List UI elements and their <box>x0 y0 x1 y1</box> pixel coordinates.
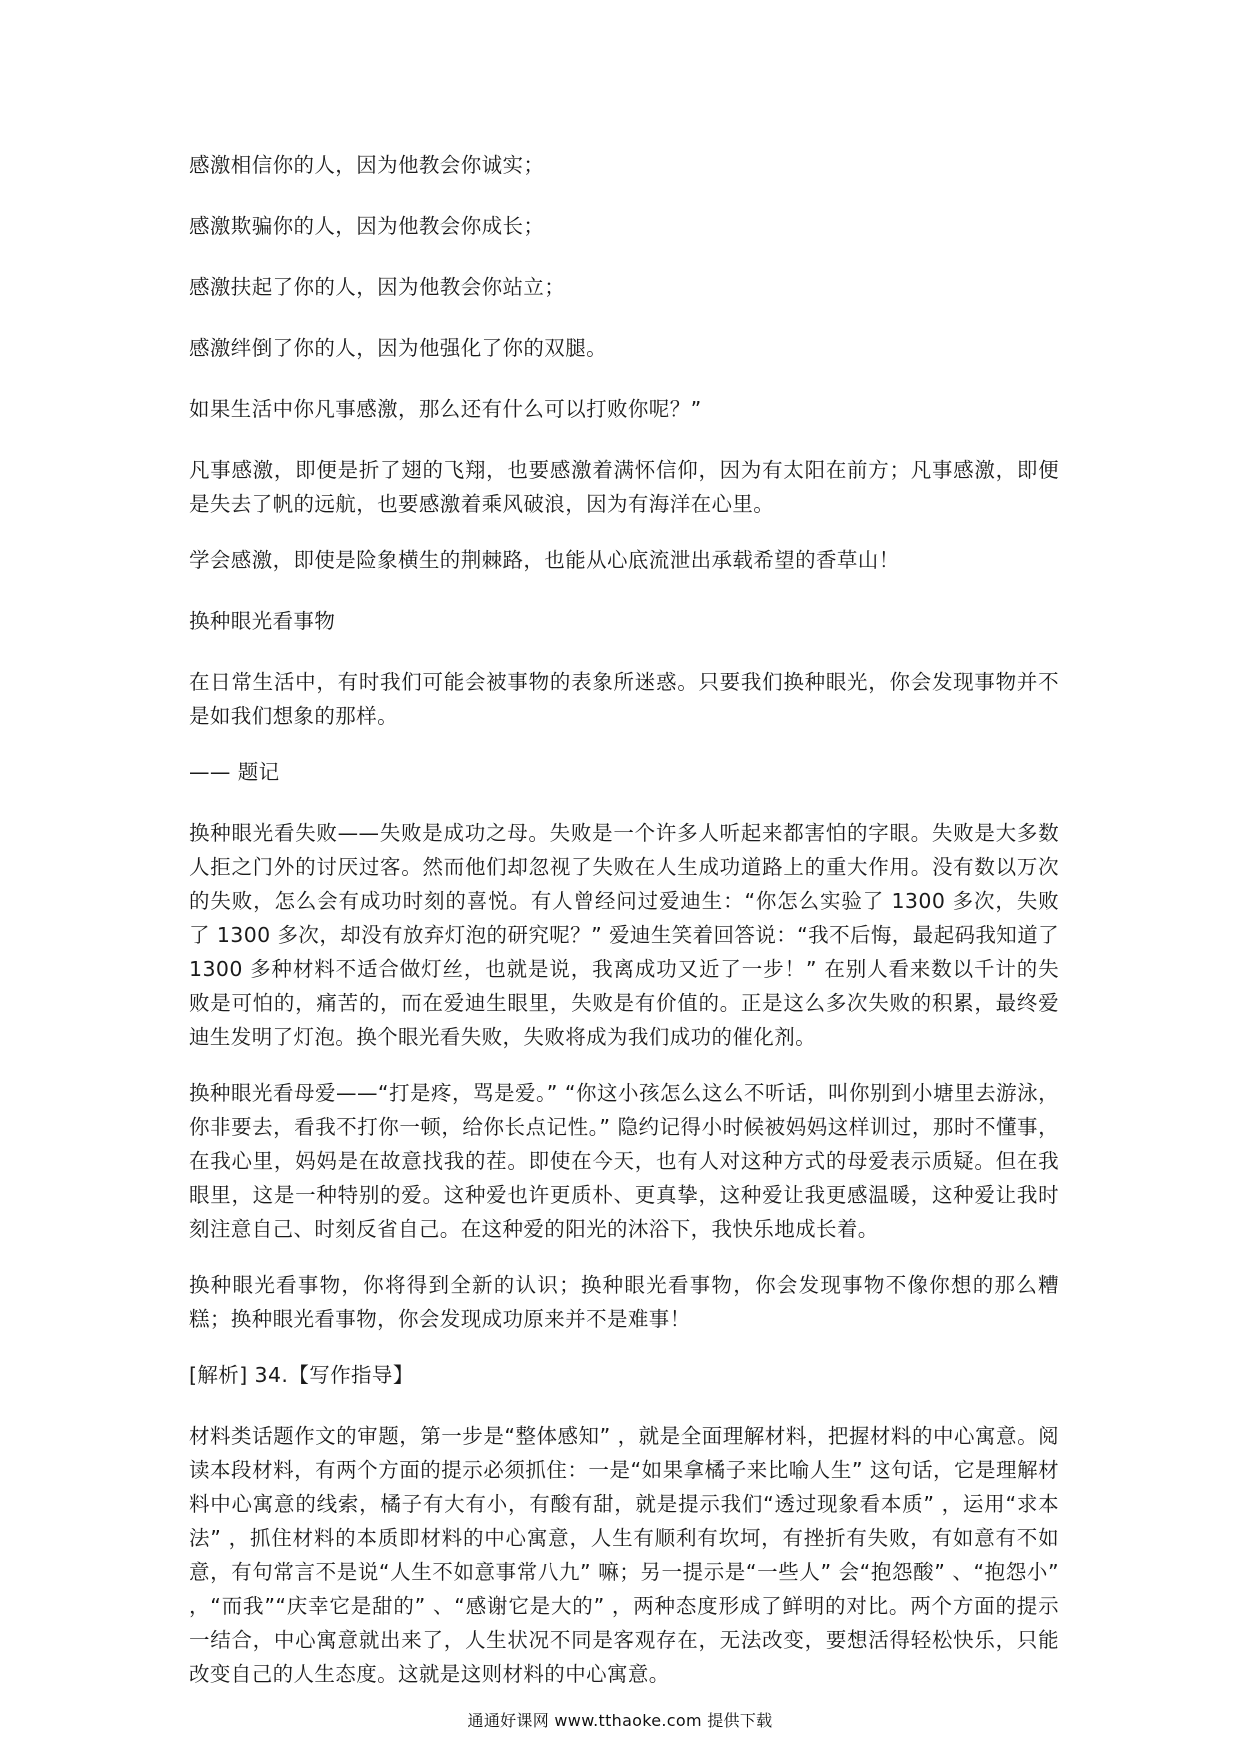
paragraph: 材料类话题作文的审题，第一步是“整体感知” ，就是全面理解材料，把握材料的中心寓意。阅读本段材料，有两个方面的提示必须抓住：一是“如果拿橘子来比喻人生” 这句话，它是理解材料中心寓意的线索，橘子有大有小，有酸有甜，就是提示我们“透过现象看本质” ，运用“求本法” ，抓住材料的本质即材料的中心寓意，人生有顺利有坎坷，有挫折有失败，有如意有不如意，有句常言不是说“人生不如意事常八九” 嘛；另一提示是“一些人” 会“抱怨酸” 、“抱怨小” ，“而我”“庆幸它是甜的” 、“感谢它是大的” ，两种态度形成了鲜明的对比。两个方面的提示一结合，中心寓意就出来了，人生状况不同是客观存在，无法改变，要想活得轻松快乐，只能改变自己的人生态度。这就是这则材料的中心寓意。 <box>189 1424 1059 1686</box>
analysis-heading: [解析] 34.【写作指导】 <box>189 1363 414 1387</box>
paragraph: 感激相信你的人，因为他教会你诚实； <box>189 153 545 177</box>
section-title: 换种眼光看事物 <box>189 609 336 633</box>
paragraph: 如果生活中你凡事感激，那么还有什么可以打败你呢？” <box>189 397 702 421</box>
paragraph: 感激绊倒了你的人，因为他强化了你的双腿。 <box>189 336 607 360</box>
paragraph: 凡事感激，即便是折了翅的飞翔，也要感激着满怀信仰，因为有太阳在前方；凡事感激，即便是失去了帆的远航，也要感激着乘风破浪，因为有海洋在心里。 <box>189 458 1059 516</box>
page-footer: 通通好课网 www.tthaoke.com 提供下载 <box>467 1711 773 1730</box>
paragraph: 在日常生活中，有时我们可能会被事物的表象所迷惑。只要我们换种眼光，你会发现事物并不是如我们想象的那样。 <box>189 670 1059 728</box>
paragraph: 学会感激，即使是险象横生的荆棘路，也能从心底流泄出承载希望的香草山！ <box>189 548 900 572</box>
paragraph: 感激扶起了你的人，因为他教会你站立； <box>189 275 566 299</box>
document-body <box>189 148 1059 1713</box>
epigraph-label: —— 题记 <box>189 760 280 784</box>
paragraph: 换种眼光看失败——失败是成功之母。失败是一个许多人听起来都害怕的字眼。失败是大多数人拒之门外的讨厌过客。然而他们却忽视了失败在人生成功道路上的重大作用。没有数以万次的失败，怎么会有成功时刻的喜悦。有人曾经问过爱迪生：“你怎么实验了 1300 多次，失败了 1300 多次，却没有放弃灯泡的研究呢？” 爱迪生笑着回答说：“我不后悔，最起码我知道了 1300 多种材料不适合做灯丝，也就是说，我离成功又近了一步！” 在别人看来数以千计的失败是可怕的，痛苦的，而在爱迪生眼里，失败是有价值的。正是这么多次失败的积累，最终爱迪生发明了灯泡。换个眼光看失败，失败将成为我们成功的催化剂。 <box>189 821 1059 1049</box>
paragraph: 换种眼光看母爱——“打是疼，骂是爱。” “你这小孩怎么这么不听话，叫你别到小塘里去游泳，你非要去，看我不打你一顿，给你长点记性。” 隐约记得小时候被妈妈这样训过，那时不懂事，在我心里，妈妈是在故意找我的茬。即使在今天，也有人对这种方式的母爱表示质疑。但在我眼里，这是一种特别的爱。这种爱也许更质朴、更真挚，这种爱让我更感温暖，这种爱让我时刻注意自己、时刻反省自己。在这种爱的阳光的沐浴下，我快乐地成长着。 <box>189 1081 1059 1241</box>
paragraph: 感激欺骗你的人，因为他教会你成长； <box>189 214 545 238</box>
paragraph: 换种眼光看事物，你将得到全新的认识；换种眼光看事物，你会发现事物不像你想的那么糟糕；换种眼光看事物，你会发现成功原来并不是难事！ <box>189 1273 1059 1331</box>
